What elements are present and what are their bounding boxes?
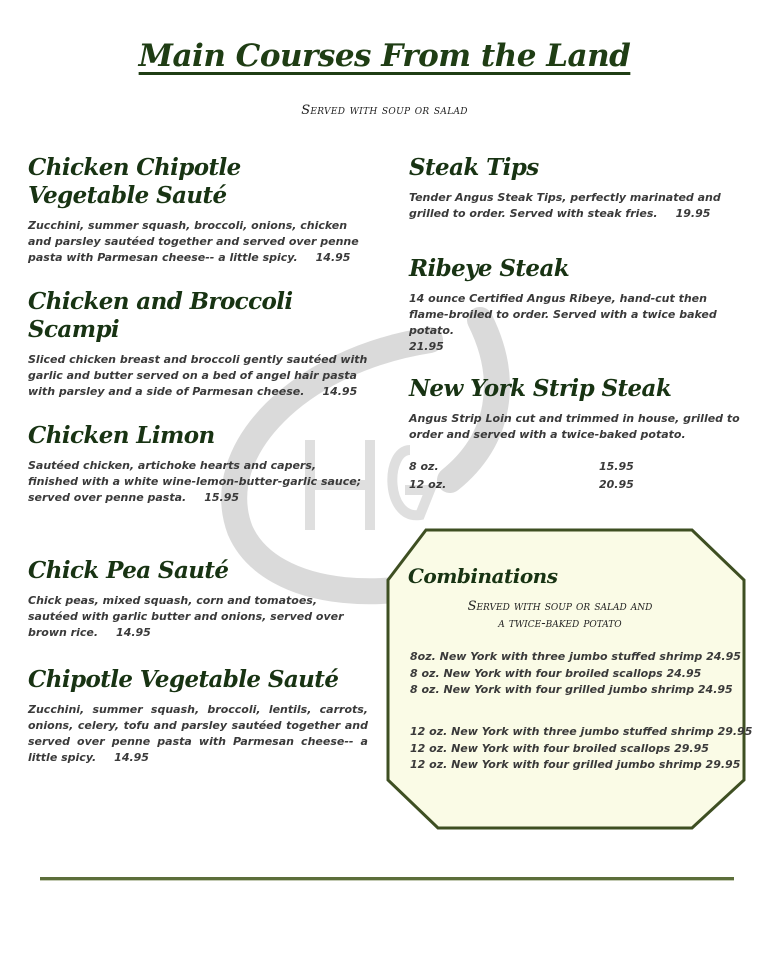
dish-name: Steak Tips [409, 154, 539, 181]
dish-name: Chicken Chipotle Vegetable Sauté [28, 154, 241, 209]
combinations-subtitle: Served with soup or salad and a twice-baked potato [467, 599, 653, 631]
dish-name: Chicken Limon [28, 422, 215, 449]
dish-description: Sliced chicken breast and broccoli gently sautéed with garlic and butter served on a bed of angel hair pasta with parsley and a side of Parmesan cheese. 14.95 [28, 353, 368, 398]
dish-price: 14.95 [114, 751, 149, 764]
menu-item [409, 255, 729, 355]
dish-description: Zucchini, summer squash, broccoli, onions, chicken and parsley sautéed together and served over penne pasta with Parmesan cheese-- a little spicy. 14.95 [28, 219, 359, 264]
dish-name: New York Strip Steak [409, 375, 672, 402]
dish-price: 14.95 [322, 385, 358, 398]
menu-item [28, 666, 368, 766]
menu-item [28, 288, 368, 400]
combination-item: 12 oz. New York with three jumbo stuffed shrimp 29.95 [410, 725, 753, 738]
dish-description: Chick peas, mixed squash, corn and tomatoes, sautéed with garlic butter and onions, served over brown rice. 14.95 [28, 594, 344, 639]
dish-price: 14.95 [315, 251, 351, 264]
menu-item [28, 422, 368, 506]
dish-price: 21.95 [409, 340, 444, 353]
dish-price: 19.95 [675, 207, 711, 220]
dish-name: Ribeye Steak [409, 255, 570, 282]
size-price-row [409, 476, 754, 494]
menu-item [28, 154, 368, 266]
dish-description: Zucchini, summer squash, broccoli, lentils, carrots, onions, celery, tofu and parsley sautéed together and served over penne pasta with Parmesan cheese-- a little spicy. 14.95 [28, 703, 368, 764]
dish-name: Chick Pea Sauté [28, 557, 229, 584]
size-price: 20.95 [599, 478, 634, 491]
combination-item: 8 oz. New York with four broiled scallops 24.95 [410, 666, 702, 680]
combination-item: 8 oz. New York with four grilled jumbo shrimp 24.95 [410, 683, 733, 696]
dish-price: 15.95 [204, 491, 239, 504]
dish-description: Sautéed chicken, artichoke hearts and capers, finished with a white wine-lemon-butter-garlic sauce; served over penne pasta. 15.95 [28, 459, 362, 504]
page-title: Main Courses From the Land [138, 38, 631, 74]
dish-price: 14.95 [116, 626, 151, 639]
combination-item: 12 oz. New York with four broiled scallops 29.95 [410, 741, 709, 755]
menu-item [28, 557, 368, 641]
size-price: 15.95 [599, 460, 634, 473]
combinations-title: Combinations [408, 564, 558, 588]
dish-name: Chicken and Broccoli Scampi [28, 288, 293, 343]
size-price-row [409, 458, 754, 476]
dish-description: 14 ounce Certified Angus Ribeye, hand-cut then flame-broiled to order. Served with a twice baked potato. 21.95 [409, 292, 717, 353]
combinations-group-8oz [410, 649, 741, 699]
menu-item [409, 154, 749, 222]
bottom-divider [40, 877, 734, 881]
dish-description: Tender Angus Steak Tips, perfectly marinated and grilled to order. Served with steak fries. 19.95 [409, 191, 721, 220]
combination-item: 12 oz. New York with four grilled jumbo shrimp 29.95 [410, 758, 741, 771]
combinations-box [386, 528, 753, 830]
dish-name: Chipotle Vegetable Sauté [28, 666, 339, 693]
size-label: 12 oz. [409, 478, 447, 491]
size-price-list [409, 458, 754, 494]
combination-item: 8oz. New York with three jumbo stuffed shrimp 24.95 [410, 650, 741, 663]
dish-description: Angus Strip Loin cut and trimmed in house, grilled to order and served with a twice-baked potato. [409, 412, 740, 441]
size-label: 8 oz. [409, 460, 439, 473]
page-subtitle: Served with soup or salad [301, 103, 468, 118]
combinations-group-12oz [410, 724, 752, 774]
menu-item [409, 375, 754, 494]
